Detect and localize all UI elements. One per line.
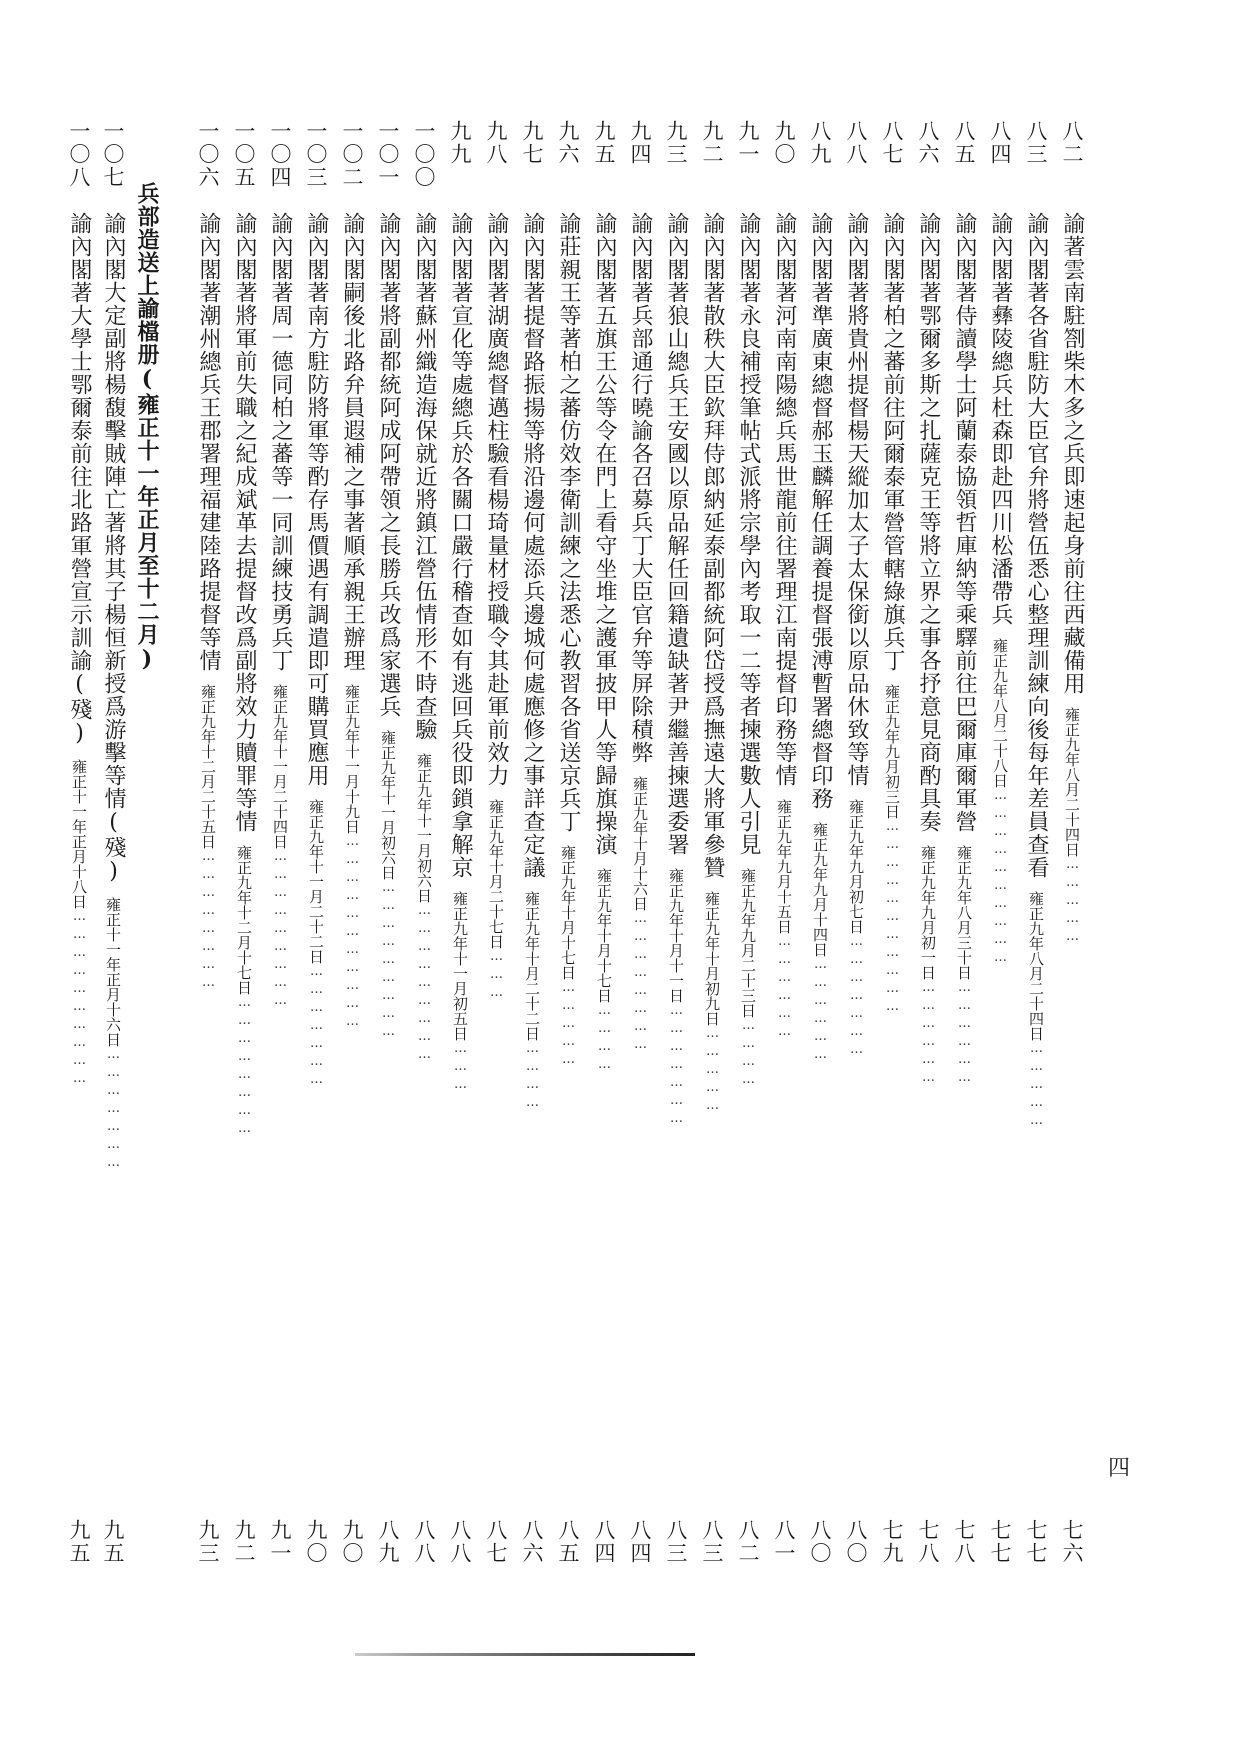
leader-dots: ……………………… — [381, 880, 396, 1042]
entry-text-line — [949, 212, 979, 1462]
entry-page: 八〇 — [844, 1519, 868, 1565]
toc-entry — [625, 120, 655, 1565]
entry-text-line — [409, 212, 439, 1462]
entry-title: 諭內閣著蘇州織造海保就近將鎮江營伍情形不時查驗 — [412, 212, 437, 741]
leader-dots: ……………… — [777, 934, 792, 1042]
entry-date: 雍正九年十月十七日 — [559, 845, 577, 980]
entry-text-line — [229, 212, 259, 1462]
entry-date: 雍正九年九月十四日 — [811, 822, 829, 957]
entry-page: 七八 — [952, 1519, 976, 1565]
entry-text-line — [1021, 212, 1051, 1462]
leader-dots: ……………… — [813, 957, 828, 1065]
entry-date: 雍正九年九月初一日 — [919, 845, 937, 980]
entry-number: 九二 — [700, 120, 724, 166]
toc-entry — [589, 120, 619, 1565]
toc-entry — [1021, 120, 1051, 1565]
toc-entry — [661, 120, 691, 1565]
bottom-rule-line — [355, 1653, 695, 1656]
toc-entry — [64, 120, 94, 1565]
entry-number: 一〇八 — [67, 120, 91, 189]
entry-page: 八五 — [556, 1519, 580, 1565]
entry-number: 八七 — [880, 120, 904, 166]
entry-page: 八二 — [736, 1519, 760, 1565]
entry-number: 九〇 — [772, 120, 796, 166]
entry-date: 雍正九年九月二十三日 — [739, 868, 757, 1018]
entry-date: 雍正九年八月二十四日 — [1027, 891, 1045, 1041]
leader-dots: ………………… — [669, 1003, 684, 1129]
entry-number: 九九 — [448, 120, 472, 166]
entry-title: 諭內閣著彝陵總兵杜森即赴四川松潘帶兵 — [988, 212, 1013, 626]
toc-entry — [1057, 120, 1087, 1565]
entry-date: 雍正九年十二月二十五日 — [199, 684, 217, 849]
entry-page: 八〇 — [808, 1519, 832, 1565]
entry-date: 雍正九年十一月十九日 — [343, 684, 361, 834]
entry-text-line — [913, 212, 943, 1462]
entry-date: 雍正九年九月十五日 — [775, 799, 793, 934]
entry-page: 九二 — [232, 1519, 256, 1565]
leader-dots: ………… — [597, 1003, 612, 1075]
toc-entry — [265, 120, 295, 1565]
leader-dots: ……………………… — [273, 849, 288, 1011]
entry-page: 九〇 — [340, 1519, 364, 1565]
toc-entry — [409, 120, 439, 1565]
toc-entry — [985, 120, 1015, 1565]
entry-number: 一〇六 — [196, 120, 220, 189]
leader-dots: ………………… — [849, 934, 864, 1060]
entry-number: 八二 — [1060, 120, 1084, 166]
entry-text-line — [805, 212, 835, 1462]
entry-number: 九三 — [664, 120, 688, 166]
entry-text-line — [877, 212, 907, 1462]
entry-page: 七七 — [1024, 1519, 1048, 1565]
leader-dots: …………………………… — [885, 819, 900, 1017]
toc-entry — [913, 120, 943, 1565]
entry-title: 諭內閣著潮州總兵王郡署理福建陸路提督等情 — [196, 212, 221, 672]
entry-text-line — [337, 212, 367, 1462]
leader-dots: ………… — [741, 1018, 756, 1090]
entry-number: 九六 — [556, 120, 580, 166]
entry-date: 雍正九年十二月十七日 — [235, 845, 253, 995]
entry-title: 諭內閣著大學士鄂爾泰前往北路軍營宣示訓諭(殘) — [67, 212, 92, 747]
entry-page: 九〇 — [304, 1519, 328, 1565]
toc-entry — [877, 120, 907, 1565]
leader-dots: ……………… — [921, 980, 936, 1088]
entry-title: 諭莊親王等著柏之蕃仿效李衛訓練之法悉心教習各省送京兵丁 — [556, 212, 581, 833]
entry-title: 諭內閣著將副都統阿成阿帶領之長勝兵改爲家選兵 — [376, 212, 401, 718]
leader-dots: ………………………… — [72, 909, 87, 1089]
entry-page: 九三 — [196, 1519, 220, 1565]
entry-text-line — [193, 212, 223, 1462]
entry-title: 諭內閣著準廣東總督郝玉麟解任調養提督張溥暫署總督印務 — [808, 212, 833, 810]
entry-date: 雍正九年八月二十四日 — [1063, 707, 1081, 857]
entry-text-line — [301, 212, 331, 1462]
leader-dots: ……… — [453, 1041, 468, 1095]
leader-dots: …………… — [561, 980, 576, 1070]
entry-number: 一〇二 — [340, 120, 364, 189]
entry-page: 七九 — [880, 1519, 904, 1565]
entry-date: 雍正九年八月三十日 — [955, 845, 973, 980]
entry-date: 雍正九年八月二十八日 — [991, 638, 1009, 788]
leader-dots: …………………… — [237, 995, 252, 1139]
entry-date: 雍正九年十一月二十二日 — [307, 799, 325, 964]
leader-dots: ………………………… — [993, 788, 1008, 968]
entry-date: 雍正九年十月二十二日 — [523, 891, 541, 1041]
entry-number: 一〇七 — [101, 120, 125, 189]
toc-entry — [481, 120, 511, 1565]
toc-entry — [229, 120, 259, 1565]
entry-title: 諭內閣嗣後北路弁員遐補之事著順承親王辦理 — [340, 212, 365, 672]
toc-entry — [517, 120, 547, 1565]
entry-page: 九五 — [101, 1519, 125, 1565]
entry-title: 諭內閣著侍讀學士阿蘭泰協領哲庫納等乘驛前往巴爾庫爾軍營 — [952, 212, 977, 833]
entry-number: 八六 — [916, 120, 940, 166]
leader-dots: ……………………… — [417, 903, 432, 1065]
leader-dots: …………………… — [201, 849, 216, 993]
entry-number: 一〇四 — [268, 120, 292, 189]
entry-date: 雍正九年十一月初五日 — [451, 891, 469, 1041]
entry-page: 八三 — [700, 1519, 724, 1565]
leader-dots: …………………………… — [345, 834, 360, 1032]
toc-entry — [553, 120, 583, 1565]
toc-entry — [373, 120, 403, 1565]
entry-text-line — [1057, 212, 1087, 1462]
entry-page: 八九 — [376, 1519, 400, 1565]
leader-dots: …………… — [705, 1026, 720, 1116]
toc-entry — [733, 120, 763, 1565]
entry-page: 八六 — [520, 1519, 544, 1565]
entry-page: 八八 — [448, 1519, 472, 1565]
entry-text-line — [661, 212, 691, 1462]
entry-number: 一〇〇 — [412, 120, 436, 189]
leader-dots: ……………… — [957, 980, 972, 1088]
entry-page: 七六 — [1060, 1519, 1084, 1565]
entry-text-line — [733, 212, 763, 1462]
entry-text-line — [265, 212, 295, 1462]
leader-dots: …………… — [1029, 1041, 1044, 1131]
entry-number: 一〇三 — [304, 120, 328, 189]
entry-date: 雍正九年九月初七日 — [847, 799, 865, 934]
section-heading — [132, 120, 162, 1565]
section-heading-text: 兵部造送上諭檔册(雍正十一年正月至十二月) — [134, 182, 160, 673]
entry-title: 諭內閣著柏之蕃前往阿爾泰軍營管轄綠旗兵丁 — [880, 212, 905, 672]
toc-entry — [193, 120, 223, 1565]
entry-title: 諭內閣著鄂爾多斯之扎薩克王等將立界之事各抒意見商酌具奏 — [916, 212, 941, 833]
leader-dots: ………………… — [106, 1047, 121, 1173]
entry-title: 諭內閣著河南南陽總兵馬世龍前往署理江南提督印務等情 — [772, 212, 797, 787]
entry-number: 八三 — [1024, 120, 1048, 166]
entry-title: 諭內閣著將貴州提督楊天縱加太子太保銜以原品休致等情 — [844, 212, 869, 787]
entry-date: 雍正十一年正月十六日 — [104, 897, 122, 1047]
entry-date: 雍正九年九月初三日 — [883, 684, 901, 819]
leader-dots: ……… — [489, 949, 504, 1003]
entry-text-line — [98, 212, 128, 1462]
entry-page: 八七 — [484, 1519, 508, 1565]
entry-date: 雍正九年十一月二十四日 — [271, 684, 289, 849]
entry-title: 諭內閣著各省駐防大臣官弁將營伍悉心整理訓練向後每年差員查看 — [1024, 212, 1049, 879]
entry-page: 八四 — [628, 1519, 652, 1565]
entry-page: 八一 — [772, 1519, 796, 1565]
toc-entry — [445, 120, 475, 1565]
leader-dots: ………… — [525, 1041, 540, 1113]
entry-title: 諭著雲南駐劄柴木多之兵即速起身前往西藏備用 — [1060, 212, 1085, 695]
entry-text-line — [481, 212, 511, 1462]
toc-entry — [949, 120, 979, 1565]
entry-text-line — [517, 212, 547, 1462]
entry-date: 雍正九年十月十六日 — [631, 776, 649, 911]
entry-page: 七七 — [988, 1519, 1012, 1565]
entry-date: 雍正九年十一月初六日 — [415, 753, 433, 903]
entry-text-line — [985, 212, 1015, 1462]
entry-text-line — [841, 212, 871, 1462]
entry-title: 諭內閣著兵部通行曉諭各召募兵丁大臣官弁等屏除積弊 — [628, 212, 653, 764]
toc-entry — [337, 120, 367, 1565]
entry-number: 一〇一 — [376, 120, 400, 189]
entry-title: 諭內閣著狼山總兵王安國以原品解任回籍遺缺著尹繼善揀選委署 — [664, 212, 689, 856]
entry-number: 八四 — [988, 120, 1012, 166]
entry-title: 諭內閣著南方駐防將軍等酌存馬價遇有調遣即可購買應用 — [304, 212, 329, 787]
entry-date: 雍正九年十月初九日 — [703, 891, 721, 1026]
entry-number: 一〇五 — [232, 120, 256, 189]
entry-number: 八五 — [952, 120, 976, 166]
entry-number: 八九 — [808, 120, 832, 166]
toc-entry — [769, 120, 799, 1565]
leader-dots: …………………… — [633, 911, 648, 1055]
entry-page: 八三 — [664, 1519, 688, 1565]
entry-number: 九四 — [628, 120, 652, 166]
entry-title: 諭內閣著將軍前失職之紀成斌革去提督改爲副將效力贖罪等情 — [232, 212, 257, 833]
page-number: 四 — [1108, 1456, 1131, 1481]
entry-title: 諭內閣大定副將楊馥擊賊陣亡著將其子楊恒新授爲游擊等情(殘) — [101, 212, 126, 885]
toc-entry — [841, 120, 871, 1565]
entry-number: 九八 — [484, 120, 508, 166]
toc-entry — [301, 120, 331, 1565]
entry-number: 八八 — [844, 120, 868, 166]
toc-entry — [98, 120, 128, 1565]
entry-text-line — [625, 212, 655, 1462]
entry-title: 諭內閣著周一德同柏之蕃等一同訓練技勇兵丁 — [268, 212, 293, 672]
entry-text-line — [373, 212, 403, 1462]
toc-entry — [805, 120, 835, 1565]
entry-number: 九一 — [736, 120, 760, 166]
entry-number: 九七 — [520, 120, 544, 166]
entry-title: 諭內閣著湖廣總督邁柱驗看楊琦量材授職令其赴軍前效力 — [484, 212, 509, 787]
entry-page: 九五 — [67, 1519, 91, 1565]
entry-page: 八八 — [412, 1519, 436, 1565]
entry-text-line — [64, 212, 94, 1462]
entry-date: 雍正九年十月二十七日 — [487, 799, 505, 949]
entry-text-line — [445, 212, 475, 1462]
toc-entry — [697, 120, 727, 1565]
entry-title: 諭內閣著五旗王公等令在門上看守坐堆之護軍披甲人等歸旗操演 — [592, 212, 617, 856]
leader-dots: ………………… — [309, 964, 324, 1090]
entry-text-line — [769, 212, 799, 1462]
entry-date: 雍正九年十月十一日 — [667, 868, 685, 1003]
entry-number: 九五 — [592, 120, 616, 166]
entry-date: 雍正九年十月十七日 — [595, 868, 613, 1003]
entry-text-line — [697, 212, 727, 1462]
entry-title: 諭內閣著散秩大臣欽拜侍郎納延泰副都統阿岱授爲撫遠大將軍參贊 — [700, 212, 725, 879]
entry-text-line — [589, 212, 619, 1462]
entry-date: 雍正九年十一月初六日 — [379, 730, 397, 880]
entry-title: 諭內閣著宣化等處總兵於各關口嚴行稽查如有逃回兵役即鎖拿解京 — [448, 212, 473, 879]
entry-page: 七八 — [916, 1519, 940, 1565]
entry-text-line — [553, 212, 583, 1462]
entry-title: 諭內閣著提督路振揚等將沿邊何處添兵邊城何處應修之事詳查定議 — [520, 212, 545, 879]
entry-page: 九一 — [268, 1519, 292, 1565]
entry-page: 八四 — [592, 1519, 616, 1565]
entry-title: 諭內閣著永良補授筆帖式派將宗學內考取一二等者揀選數人引見 — [736, 212, 761, 856]
entry-date: 雍正十一年正月十八日 — [70, 759, 88, 909]
leader-dots: …………… — [1065, 857, 1080, 947]
